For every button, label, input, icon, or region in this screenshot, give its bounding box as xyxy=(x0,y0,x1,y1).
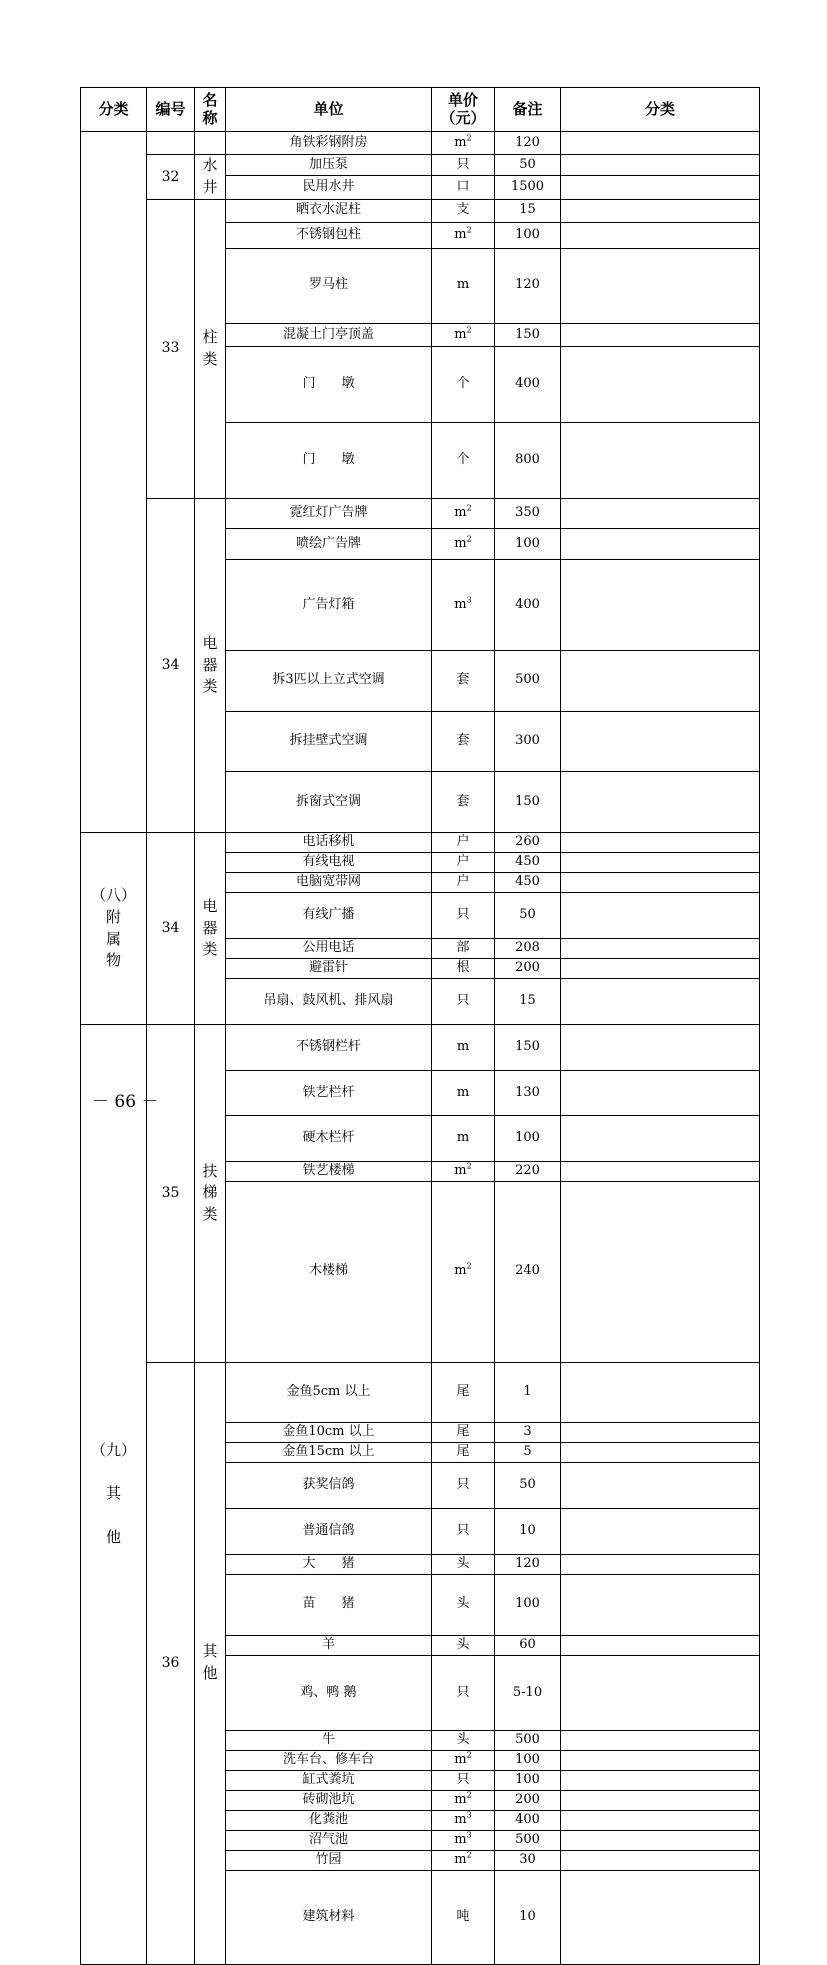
item-price: 500 xyxy=(495,650,561,711)
unit-text: 只 xyxy=(456,1684,470,1700)
unit-text: 头 xyxy=(456,1555,470,1571)
unit-text: m xyxy=(454,1812,467,1828)
remark-cell xyxy=(561,853,760,873)
item-price: 400 xyxy=(495,560,561,651)
item-unit xyxy=(432,1851,495,1871)
remark-cell xyxy=(561,1509,760,1555)
item-price: 1 xyxy=(495,1362,561,1423)
group-name xyxy=(195,833,226,1025)
unit-text: 头 xyxy=(456,1732,470,1748)
category-label: （九） 其 他 xyxy=(90,1440,136,1546)
item-price: 30 xyxy=(495,1851,561,1871)
unit-exponent: 2 xyxy=(466,325,472,335)
item-unit xyxy=(432,1463,495,1509)
unit-text: 只 xyxy=(456,1477,470,1493)
item-name: 苗 猪 xyxy=(226,1574,432,1635)
remark-cell xyxy=(561,1463,760,1509)
unit-text: m xyxy=(454,1852,467,1868)
remark-cell xyxy=(561,650,760,711)
item-unit xyxy=(432,711,495,772)
remark-cell xyxy=(561,1362,760,1423)
remark-cell xyxy=(561,132,760,155)
item-name: 吊扇、鼓风机、排风扇 xyxy=(226,979,432,1025)
item-price: 5 xyxy=(495,1443,561,1463)
item-name: 喷绘广告牌 xyxy=(226,529,432,560)
item-price: 120 xyxy=(495,1554,561,1574)
item-unit xyxy=(432,1655,495,1731)
group-name-label: 电 器 类 xyxy=(202,633,218,696)
header-category: 分类 xyxy=(81,88,147,132)
item-name: 民用水井 xyxy=(226,176,432,199)
remark-cell xyxy=(561,199,760,222)
group-name xyxy=(195,155,226,200)
header-number: 编号 xyxy=(147,88,195,132)
item-price: 100 xyxy=(495,1771,561,1791)
item-price: 150 xyxy=(495,324,561,347)
table-row xyxy=(81,1024,760,1070)
header-price: 单价 （元） xyxy=(432,88,495,132)
remark-cell xyxy=(561,222,760,248)
table-row xyxy=(81,199,760,222)
item-price: 500 xyxy=(495,1831,561,1851)
unit-exponent: 3 xyxy=(466,595,472,605)
remark-cell xyxy=(561,248,760,324)
unit-text: 尾 xyxy=(456,1444,470,1460)
unit-text: m xyxy=(454,505,467,521)
remark-cell xyxy=(561,1655,760,1731)
remark-cell xyxy=(561,560,760,651)
item-name: 铁艺楼梯 xyxy=(226,1162,432,1182)
item-name: 避雷针 xyxy=(226,959,432,979)
header-row xyxy=(81,88,760,132)
group-name-label: 电 器 类 xyxy=(202,896,218,959)
remark-cell xyxy=(561,1771,760,1791)
unit-text: m xyxy=(454,1263,467,1279)
remark-cell xyxy=(561,498,760,529)
item-price: 130 xyxy=(495,1070,561,1116)
group-name-label: 扶 梯 类 xyxy=(202,1161,218,1224)
unit-text: m xyxy=(454,226,467,242)
unit-text: 只 xyxy=(456,156,470,172)
remark-cell xyxy=(561,1443,760,1463)
group-name xyxy=(195,498,226,833)
table-row xyxy=(81,833,760,853)
item-price: 120 xyxy=(495,248,561,324)
remark-cell xyxy=(561,347,760,423)
item-unit xyxy=(432,1554,495,1574)
item-unit xyxy=(432,939,495,959)
item-name: 有线电视 xyxy=(226,853,432,873)
group-number: 35 xyxy=(147,1024,195,1362)
unit-exponent: 3 xyxy=(466,1811,472,1821)
item-price: 50 xyxy=(495,155,561,176)
unit-text: 口 xyxy=(456,178,470,194)
unit-text: m xyxy=(456,1038,470,1054)
remark-cell xyxy=(561,1791,760,1811)
remark-cell xyxy=(561,324,760,347)
remark-cell xyxy=(561,1851,760,1871)
item-unit xyxy=(432,1509,495,1555)
unit-text: m xyxy=(454,134,467,150)
unit-text: 户 xyxy=(456,874,470,890)
unit-text: 吨 xyxy=(456,1909,470,1924)
unit-text: 个 xyxy=(456,376,470,392)
group-name xyxy=(195,199,226,498)
remark-cell xyxy=(561,1182,760,1362)
unit-text: m xyxy=(456,1084,470,1100)
item-price: 60 xyxy=(495,1635,561,1655)
unit-exponent: 2 xyxy=(466,133,472,143)
item-name: 门 墩 xyxy=(226,422,432,498)
item-unit xyxy=(432,1751,495,1771)
group-name xyxy=(195,1362,226,1964)
remark-cell xyxy=(561,1635,760,1655)
unit-text: m xyxy=(454,535,467,551)
remark-cell xyxy=(561,1731,760,1751)
group-name-label: 其 他 xyxy=(202,1642,218,1683)
item-name: 门 墩 xyxy=(226,347,432,423)
item-name: 竹园 xyxy=(226,1851,432,1871)
item-name: 霓红灯广告牌 xyxy=(226,498,432,529)
item-unit xyxy=(432,1574,495,1635)
unit-text: 套 xyxy=(456,733,470,749)
remark-cell xyxy=(561,959,760,979)
unit-exponent: 2 xyxy=(466,503,472,513)
item-price: 500 xyxy=(495,1731,561,1751)
group-number: 34 xyxy=(147,498,195,833)
unit-text: 套 xyxy=(456,672,470,688)
item-price: 208 xyxy=(495,939,561,959)
unit-text: m xyxy=(454,596,467,612)
item-unit xyxy=(432,155,495,176)
group-number: 32 xyxy=(147,155,195,200)
item-price: 5-10 xyxy=(495,1655,561,1731)
unit-text: 只 xyxy=(456,992,470,1008)
group-name-label: 水 井 xyxy=(202,156,218,196)
group-name xyxy=(195,132,226,155)
item-unit xyxy=(432,1070,495,1116)
unit-exponent: 2 xyxy=(466,1262,472,1272)
item-price: 450 xyxy=(495,853,561,873)
item-name: 广告灯箱 xyxy=(226,560,432,651)
item-price: 3 xyxy=(495,1423,561,1443)
remark-cell xyxy=(561,1162,760,1182)
item-name: 牛 xyxy=(226,1731,432,1751)
price-table xyxy=(80,87,760,1965)
unit-exponent: 2 xyxy=(466,1851,472,1861)
unit-exponent: 2 xyxy=(466,534,472,544)
remark-cell xyxy=(561,1871,760,1964)
item-name: 木楼梯 xyxy=(226,1182,432,1362)
item-unit xyxy=(432,132,495,155)
item-unit xyxy=(432,422,495,498)
remark-cell xyxy=(561,873,760,893)
item-unit xyxy=(432,1443,495,1463)
item-unit xyxy=(432,1731,495,1751)
item-price: 100 xyxy=(495,1574,561,1635)
item-name: 加压泵 xyxy=(226,155,432,176)
item-name: 建筑材料 xyxy=(226,1871,432,1964)
item-name: 拆3匹以上立式空调 xyxy=(226,650,432,711)
remark-cell xyxy=(561,1070,760,1116)
remark-cell xyxy=(561,833,760,853)
item-unit xyxy=(432,324,495,347)
header-name: 名 称 xyxy=(195,88,226,132)
item-price: 200 xyxy=(495,959,561,979)
item-price: 15 xyxy=(495,979,561,1025)
category-label: （八） 附 属 物 xyxy=(90,886,136,970)
item-name: 公用电话 xyxy=(226,939,432,959)
item-name: 洗车台、修车台 xyxy=(226,1751,432,1771)
item-name: 硬木栏杆 xyxy=(226,1116,432,1162)
unit-text: 头 xyxy=(456,1596,470,1612)
item-name: 化粪池 xyxy=(226,1811,432,1831)
remark-cell xyxy=(561,1554,760,1574)
item-price: 220 xyxy=(495,1162,561,1182)
item-price: 50 xyxy=(495,1463,561,1509)
item-unit xyxy=(432,1791,495,1811)
item-unit xyxy=(432,1182,495,1362)
item-price: 350 xyxy=(495,498,561,529)
header-unit: 单位 xyxy=(226,88,432,132)
item-unit xyxy=(432,959,495,979)
item-unit xyxy=(432,1771,495,1791)
item-unit xyxy=(432,1162,495,1182)
item-unit xyxy=(432,1024,495,1070)
item-unit xyxy=(432,222,495,248)
remark-cell xyxy=(561,893,760,939)
unit-text: 根 xyxy=(456,960,470,976)
table-row xyxy=(81,498,760,529)
item-name: 金鱼5cm 以上 xyxy=(226,1362,432,1423)
item-unit xyxy=(432,873,495,893)
remark-cell xyxy=(561,1751,760,1771)
item-unit xyxy=(432,1811,495,1831)
item-unit xyxy=(432,853,495,873)
remark-cell xyxy=(561,1423,760,1443)
item-name: 电话移机 xyxy=(226,833,432,853)
remark-cell xyxy=(561,939,760,959)
item-price: 10 xyxy=(495,1509,561,1555)
unit-exponent: 2 xyxy=(466,225,472,235)
item-name: 不锈钢包柱 xyxy=(226,222,432,248)
unit-text: m xyxy=(454,1792,467,1808)
remark-cell xyxy=(561,772,760,833)
table-row xyxy=(81,132,760,155)
remark-cell xyxy=(561,979,760,1025)
item-unit xyxy=(432,979,495,1025)
group-name xyxy=(195,1024,226,1362)
item-unit xyxy=(432,893,495,939)
unit-text: 尾 xyxy=(456,1424,470,1440)
unit-text: 只 xyxy=(456,1772,470,1788)
page-number: － 66 － xyxy=(92,1092,159,1112)
item-price: 120 xyxy=(495,132,561,155)
category-cell-nine xyxy=(81,1024,147,1964)
item-unit xyxy=(432,529,495,560)
item-price: 15 xyxy=(495,199,561,222)
unit-text: m xyxy=(454,1832,467,1848)
table-row xyxy=(81,155,760,176)
table-row xyxy=(81,1362,760,1423)
item-price: 450 xyxy=(495,873,561,893)
unit-text: 尾 xyxy=(456,1383,470,1399)
item-price: 100 xyxy=(495,1751,561,1771)
item-price: 100 xyxy=(495,1116,561,1162)
item-price: 100 xyxy=(495,222,561,248)
item-unit xyxy=(432,1831,495,1851)
item-name: 角铁彩钢附房 xyxy=(226,132,432,155)
item-name: 金鱼15cm 以上 xyxy=(226,1443,432,1463)
unit-exponent: 3 xyxy=(466,1831,472,1841)
item-price: 400 xyxy=(495,1811,561,1831)
unit-exponent: 2 xyxy=(466,1751,472,1761)
item-name: 缸式粪坑 xyxy=(226,1771,432,1791)
item-unit xyxy=(432,347,495,423)
header-remark: 备注 xyxy=(495,88,561,132)
unit-text: m xyxy=(456,1130,470,1146)
item-name: 有线广播 xyxy=(226,893,432,939)
item-price: 300 xyxy=(495,711,561,772)
group-name-label: 柱 类 xyxy=(202,327,218,368)
item-price: 1500 xyxy=(495,176,561,199)
unit-text: 部 xyxy=(456,940,470,956)
item-price: 400 xyxy=(495,347,561,423)
item-name: 不锈钢栏杆 xyxy=(226,1024,432,1070)
group-number: 34 xyxy=(147,833,195,1025)
item-unit xyxy=(432,1635,495,1655)
item-unit xyxy=(432,199,495,222)
item-name: 拆挂壁式空调 xyxy=(226,711,432,772)
item-name: 鸡、鸭 鹅 xyxy=(226,1655,432,1731)
item-price: 260 xyxy=(495,833,561,853)
item-price: 100 xyxy=(495,529,561,560)
item-name: 获奖信鸽 xyxy=(226,1463,432,1509)
item-price: 800 xyxy=(495,422,561,498)
group-number: 33 xyxy=(147,199,195,498)
remark-cell xyxy=(561,1024,760,1070)
group-number: 36 xyxy=(147,1362,195,1964)
remark-cell xyxy=(561,1831,760,1851)
remark-cell xyxy=(561,1811,760,1831)
item-unit xyxy=(432,772,495,833)
unit-text: m xyxy=(456,277,470,293)
item-name: 金鱼10cm 以上 xyxy=(226,1423,432,1443)
item-price: 150 xyxy=(495,772,561,833)
unit-text: m xyxy=(454,326,467,342)
unit-exponent: 2 xyxy=(466,1791,472,1801)
item-unit xyxy=(432,498,495,529)
item-name: 电脑宽带网 xyxy=(226,873,432,893)
remark-cell xyxy=(561,155,760,176)
item-name: 普通信鸽 xyxy=(226,1509,432,1555)
item-unit xyxy=(432,176,495,199)
remark-cell xyxy=(561,711,760,772)
item-price: 150 xyxy=(495,1024,561,1070)
remark-cell xyxy=(561,1116,760,1162)
unit-text: m xyxy=(454,1163,467,1179)
category-cell-eight xyxy=(81,833,147,1025)
item-name: 混凝土门亭顶盖 xyxy=(226,324,432,347)
remark-cell xyxy=(561,422,760,498)
item-name: 羊 xyxy=(226,1635,432,1655)
item-unit xyxy=(432,1423,495,1443)
item-unit xyxy=(432,1362,495,1423)
item-name: 拆窗式空调 xyxy=(226,772,432,833)
remark-cell xyxy=(561,1574,760,1635)
unit-text: 只 xyxy=(456,1523,470,1538)
unit-text: 只 xyxy=(456,907,470,923)
unit-text: 头 xyxy=(456,1636,470,1652)
item-name: 晒衣水泥柱 xyxy=(226,199,432,222)
unit-text: 个 xyxy=(456,451,470,467)
item-price: 200 xyxy=(495,1791,561,1811)
unit-text: 户 xyxy=(456,834,470,850)
item-name: 罗马柱 xyxy=(226,248,432,324)
unit-text: m xyxy=(454,1752,467,1768)
item-price: 240 xyxy=(495,1182,561,1362)
item-price: 50 xyxy=(495,893,561,939)
unit-exponent: 2 xyxy=(466,1161,472,1171)
remark-cell xyxy=(561,529,760,560)
item-unit xyxy=(432,833,495,853)
item-unit xyxy=(432,248,495,324)
item-price: 10 xyxy=(495,1871,561,1964)
unit-text: 支 xyxy=(456,202,470,218)
remark-cell xyxy=(561,176,760,199)
unit-text: 户 xyxy=(456,854,470,870)
unit-text: 套 xyxy=(456,793,470,809)
header-category-2: 分类 xyxy=(561,88,760,132)
item-name: 砖砌池坑 xyxy=(226,1791,432,1811)
item-unit xyxy=(432,650,495,711)
category-cell-top xyxy=(81,132,147,833)
item-name: 沼气池 xyxy=(226,1831,432,1851)
item-unit xyxy=(432,560,495,651)
group-number xyxy=(147,132,195,155)
item-name: 铁艺栏杆 xyxy=(226,1070,432,1116)
item-unit xyxy=(432,1871,495,1964)
item-name: 大 猪 xyxy=(226,1554,432,1574)
item-unit xyxy=(432,1116,495,1162)
